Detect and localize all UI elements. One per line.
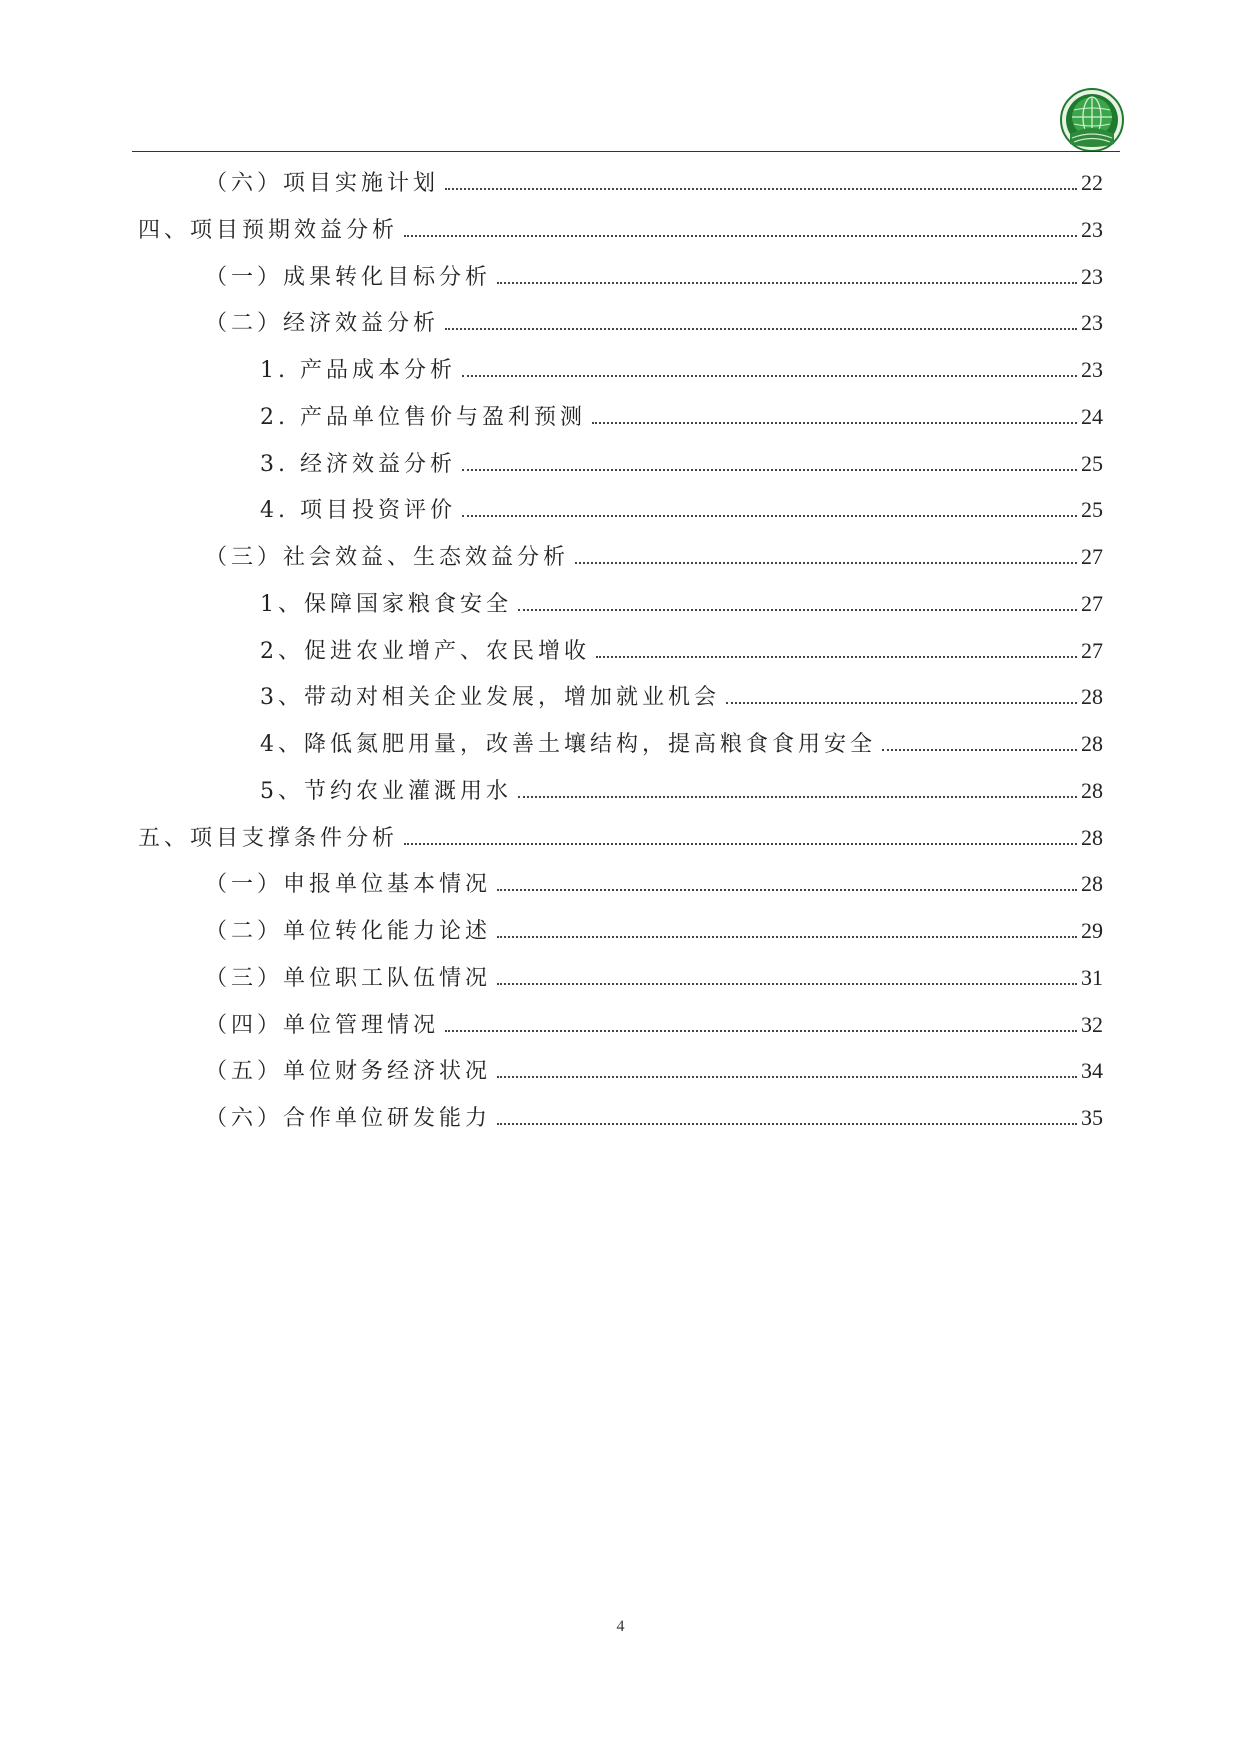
- toc-dot-leader: [404, 234, 1077, 237]
- toc-dot-leader: [462, 374, 1077, 377]
- toc-entry-page: 31: [1081, 964, 1103, 990]
- toc-entry[interactable]: [260, 492, 1103, 528]
- toc-dot-leader: [445, 1029, 1077, 1032]
- page-number: 4: [616, 1618, 625, 1635]
- toc-entry-page: 28: [1081, 824, 1103, 850]
- toc-entry[interactable]: [260, 446, 1103, 482]
- toc-entry-label: 1、保障国家粮食安全: [260, 591, 512, 617]
- toc-entry[interactable]: [205, 165, 1103, 201]
- toc-dot-leader: [497, 1075, 1077, 1078]
- toc-entry-label: （三）单位职工队伍情况: [205, 965, 492, 991]
- toc-dot-leader: [445, 327, 1077, 330]
- toc-entry-label: 5、节约农业灌溉用水: [260, 778, 512, 804]
- toc-dot-leader: [592, 421, 1077, 424]
- toc-dot-leader: [882, 748, 1077, 751]
- toc-entry-page: 27: [1081, 590, 1103, 616]
- toc-entry-page: 27: [1081, 544, 1103, 569]
- toc-dot-leader: [596, 655, 1077, 658]
- toc-entry-page: 28: [1081, 731, 1103, 756]
- toc-entry-page: 24: [1081, 403, 1103, 429]
- toc-entry[interactable]: [260, 726, 1103, 762]
- toc-entry-page: 23: [1081, 216, 1103, 242]
- toc-entry-label: 4、降低氮肥用量，改善土壤结构，提高粮食食用安全: [260, 732, 876, 757]
- toc-entry-label: 五、项目支撑条件分析: [138, 825, 399, 851]
- toc-dot-leader: [497, 888, 1077, 891]
- toc-entry[interactable]: [205, 866, 1103, 902]
- toc-entry[interactable]: [138, 212, 1103, 248]
- toc-entry-label: （二）单位转化能力论述: [205, 919, 492, 944]
- toc-dot-leader: [726, 701, 1077, 704]
- toc-entry[interactable]: [205, 1053, 1103, 1089]
- toc-entry-page: 27: [1081, 637, 1103, 663]
- toc-entry-label: （二）经济效益分析: [205, 311, 440, 337]
- toc-dot-leader: [497, 1122, 1077, 1125]
- toc-entry-page: 23: [1081, 263, 1103, 289]
- toc-entry[interactable]: [260, 679, 1103, 715]
- toc-dot-leader: [518, 795, 1077, 798]
- toc-entry[interactable]: [205, 305, 1103, 341]
- toc-entry-page: 35: [1081, 1105, 1103, 1130]
- toc-entry-page: 22: [1081, 170, 1103, 195]
- toc-entry-label: （三）社会效益、生态效益分析: [205, 545, 570, 570]
- toc-entry[interactable]: [260, 633, 1103, 669]
- toc-dot-leader: [497, 982, 1077, 985]
- toc-entry-label: 2. 产品单位售价与盈利预测: [260, 404, 586, 430]
- toc-dot-leader: [462, 468, 1077, 471]
- toc-entry[interactable]: [205, 960, 1103, 996]
- toc-entry[interactable]: [260, 586, 1103, 622]
- toc-entry-page: 25: [1081, 497, 1103, 523]
- toc-entry-page: 28: [1081, 777, 1103, 803]
- toc-dot-leader: [445, 187, 1077, 190]
- toc-entry-label: （一）成果转化目标分析: [205, 264, 492, 290]
- toc-entry-page: 29: [1081, 918, 1103, 943]
- toc-entry-page: 32: [1081, 1011, 1103, 1037]
- toc-entry-label: 3、带动对相关企业发展，增加就业机会: [260, 685, 720, 711]
- toc-entry-label: （六）合作单位研发能力: [205, 1106, 492, 1131]
- toc-entry-page: 25: [1081, 450, 1103, 476]
- toc-dot-leader: [462, 514, 1077, 517]
- toc-entry-page: 28: [1081, 871, 1103, 897]
- toc-entry[interactable]: [260, 773, 1103, 809]
- toc-entry-label: （六）项目实施计划: [205, 171, 440, 196]
- toc-entry-label: 2、促进农业增产、农民增收: [260, 638, 590, 664]
- toc-entry[interactable]: [205, 539, 1103, 575]
- toc-entry[interactable]: [205, 1007, 1103, 1043]
- toc-dot-leader: [497, 281, 1077, 284]
- toc-entry-label: 1. 产品成本分析: [260, 358, 456, 383]
- toc-dot-leader: [518, 608, 1077, 611]
- toc-entry[interactable]: [205, 913, 1103, 949]
- toc-dot-leader: [497, 935, 1077, 938]
- toc-entry-label: （四）单位管理情况: [205, 1012, 440, 1038]
- toc-dot-leader: [404, 842, 1077, 845]
- toc-entry[interactable]: [260, 352, 1103, 388]
- toc-entry-page: 23: [1081, 357, 1103, 382]
- toc-entry[interactable]: [260, 399, 1103, 435]
- toc-entry-label: 3. 经济效益分析: [260, 451, 456, 477]
- toc-entry-label: （一）申报单位基本情况: [205, 872, 492, 898]
- toc-entry-page: 23: [1081, 310, 1103, 336]
- toc-entry-page: 34: [1081, 1058, 1103, 1084]
- toc-entry-label: （五）单位财务经济状况: [205, 1059, 492, 1085]
- toc-dot-leader: [575, 561, 1077, 564]
- toc-entry-label: 四、项目预期效益分析: [138, 217, 399, 243]
- toc-entry[interactable]: [138, 820, 1103, 856]
- toc-entry-page: 28: [1081, 684, 1103, 710]
- toc-entry-label: 4. 项目投资评价: [260, 498, 456, 524]
- toc-entry[interactable]: [205, 259, 1103, 295]
- toc-entry[interactable]: [205, 1100, 1103, 1136]
